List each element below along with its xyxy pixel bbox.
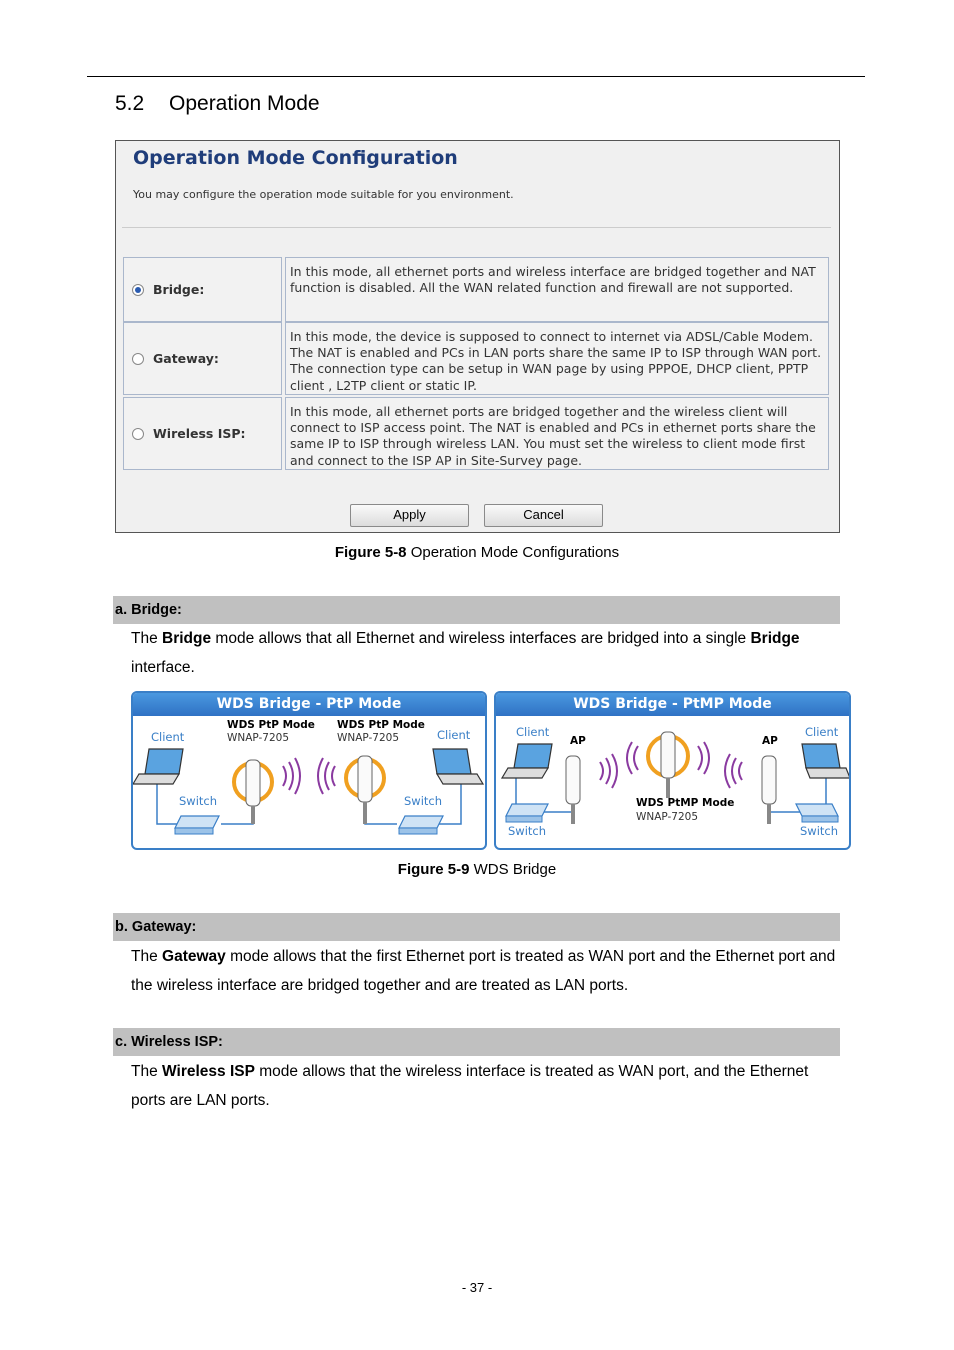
- text-run: interface.: [131, 659, 195, 676]
- panel-subtitle: You may configure the operation mode suitable for you environment.: [133, 188, 514, 201]
- laptop-icon: [802, 744, 849, 778]
- text-run: The: [131, 948, 163, 965]
- mode-option-gateway[interactable]: [123, 322, 282, 395]
- client-label: Client: [516, 725, 550, 739]
- model-caption: WNAP-7205: [227, 732, 290, 744]
- access-point-icon: [762, 756, 776, 824]
- ptmp-diagram-title: WDS Bridge - PtMP Mode: [496, 693, 849, 716]
- switch-label: Switch: [800, 824, 839, 838]
- section-heading: [115, 92, 320, 116]
- switch-label: Switch: [404, 794, 443, 808]
- mode-desc-wireless-isp: In this mode, all ethernet ports are bridged together and the wireless client will connect to ISP access point. The NAT is enabled and PCs in ethernet ports share the same IP to ISP through wireless LAN. You must set the wireless to client mode first and connect to the ISP AP in Site-Survey page.: [285, 397, 829, 470]
- access-point-icon: [566, 756, 580, 824]
- client-label: Client: [437, 728, 471, 742]
- ptmp-illustration: [496, 716, 849, 848]
- figure-text: WDS Bridge: [469, 861, 557, 878]
- access-point-icon: [648, 732, 688, 798]
- bridge-heading: a. Bridge:: [113, 596, 840, 624]
- cancel-button[interactable]: Cancel: [484, 504, 603, 527]
- wireless-isp-paragraph: [131, 1057, 841, 1115]
- mode-label-bridge: Bridge:: [153, 282, 205, 297]
- laptop-icon: [133, 749, 183, 784]
- header-rule: [87, 76, 865, 77]
- wireless-isp-heading: c. Wireless ISP:: [113, 1028, 840, 1056]
- bold-term: Gateway: [162, 948, 226, 965]
- mode-desc-gateway: In this mode, the device is supposed to connect to internet via ADSL/Cable Modem. The NAT is enabled and PCs in LAN ports share the same IP to ISP through WAN port. The connection type can be setup in WAN page by using PPPOE, DHCP client, PPTP client , L2TP client or static IP.: [285, 322, 829, 395]
- mode-label-gateway: Gateway:: [153, 351, 219, 366]
- access-point-icon: [234, 760, 272, 824]
- client-label: Client: [805, 725, 839, 739]
- page-number: - 37 -: [461, 1280, 493, 1295]
- cable-line: [365, 808, 397, 824]
- mode-row-wireless-isp: [123, 397, 829, 470]
- wireless-isp-radio[interactable]: [132, 428, 144, 440]
- bold-term: Bridge: [750, 630, 800, 647]
- switch-label: Switch: [508, 824, 547, 838]
- mode-caption: WDS PtP Mode: [337, 719, 425, 731]
- section-number: 5.2: [115, 92, 145, 115]
- bridge-paragraph: [131, 624, 841, 682]
- ptp-illustration: [133, 716, 485, 848]
- text-run: The: [131, 630, 163, 647]
- panel-title: Operation Mode Configuration: [133, 147, 458, 169]
- figure-number: Figure 5-9: [397, 861, 470, 878]
- switch-icon: [399, 816, 443, 834]
- figure-5-9-caption: [0, 861, 954, 878]
- mode-caption: WDS PtP Mode: [227, 719, 315, 731]
- mode-label-wireless-isp: Wireless ISP:: [153, 426, 246, 441]
- model-caption: WNAP-7205: [337, 732, 400, 744]
- switch-label: Switch: [179, 794, 218, 808]
- ptp-diagram-title: WDS Bridge - PtP Mode: [133, 693, 485, 716]
- gateway-radio[interactable]: [132, 353, 144, 365]
- figure-number: Figure 5-8: [334, 544, 407, 561]
- bold-term: Wireless ISP: [162, 1063, 255, 1080]
- switch-icon: [796, 804, 838, 822]
- laptop-icon: [502, 744, 552, 778]
- mode-row-gateway: [123, 322, 829, 395]
- mode-option-wireless-isp[interactable]: [123, 397, 282, 470]
- ap-label: AP: [570, 735, 586, 747]
- panel-divider: [122, 227, 831, 228]
- gateway-heading: b. Gateway:: [113, 913, 840, 941]
- section-title: Operation Mode: [169, 92, 320, 115]
- mode-row-bridge: [123, 257, 829, 322]
- text-run: mode allows that all Ethernet and wireless interfaces are bridged into a single: [211, 630, 751, 647]
- text-run: mode allows that the first Ethernet port is treated as WAN port and the Ethernet port and the wireless interface are bridged together and are treated as LAN ports.: [131, 948, 836, 994]
- apply-button[interactable]: Apply: [350, 504, 469, 527]
- model-caption: WNAP-7205: [636, 811, 699, 823]
- text-run: mode allows that the wireless interface is treated as WAN port, and the Ethernet ports are LAN ports.: [131, 1063, 809, 1109]
- mode-caption: WDS PtMP Mode: [636, 797, 735, 809]
- access-point-icon: [346, 756, 384, 824]
- operation-mode-panel: [115, 140, 840, 533]
- bridge-radio[interactable]: [132, 284, 144, 296]
- bold-term: Bridge: [162, 630, 212, 647]
- mode-desc-bridge: In this mode, all ethernet ports and wireless interface are bridged together and NAT function is disabled. All the WAN related function and firewall are not supported.: [285, 257, 829, 322]
- ap-label: AP: [762, 735, 778, 747]
- switch-icon: [506, 804, 548, 822]
- client-label: Client: [151, 730, 185, 744]
- wds-ptmp-diagram: [494, 691, 851, 850]
- laptop-icon: [433, 749, 483, 784]
- wds-ptp-diagram: [131, 691, 487, 850]
- gateway-paragraph: [131, 942, 841, 1000]
- cable-line: [221, 808, 253, 824]
- figure-5-8-caption: [0, 544, 954, 561]
- mode-option-bridge[interactable]: [123, 257, 282, 322]
- wireless-waves: [283, 758, 335, 794]
- text-run: The: [131, 1063, 163, 1080]
- figure-text: Operation Mode Configurations: [406, 544, 620, 561]
- switch-icon: [175, 816, 219, 834]
